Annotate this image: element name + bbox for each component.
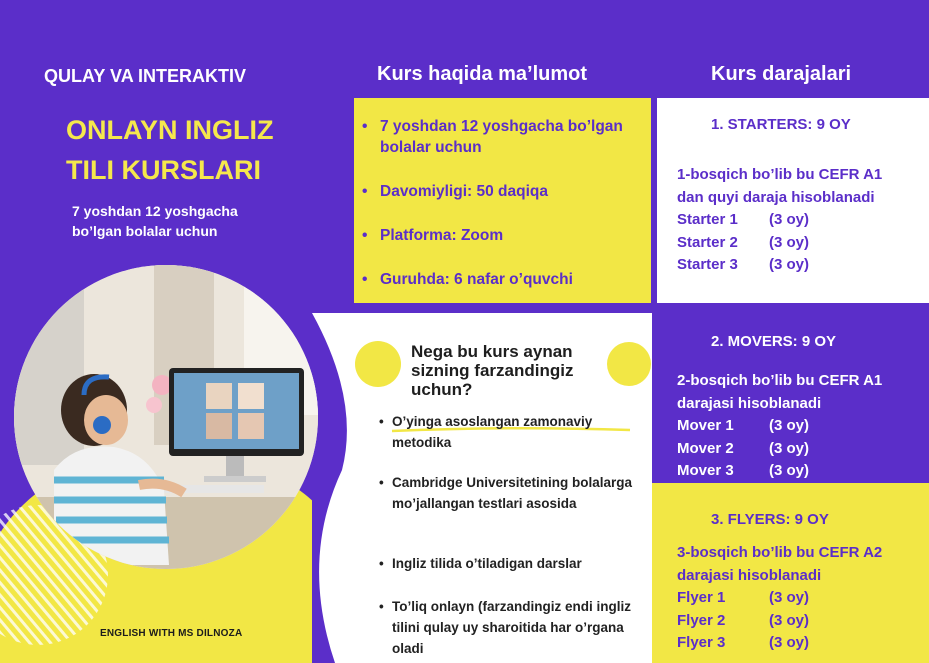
flyers-desc-line-1: 3-bosqich bo’lib bu CEFR A2 [677,544,883,561]
level-duration: (3 oy) [769,462,810,479]
why-item-text: Ingliz tilida o’tiladigan darslar [392,556,582,571]
level-row [677,632,809,655]
why-item-text: Cambridge Universitetining bolalarga mo’jallangan testlari asosida [392,475,633,511]
starters-desc-line-1: 1-bosqich bo’lib bu CEFR A1 [677,166,883,183]
level-name: Flyer 2 [677,611,726,629]
flyers-desc-line-2: darajasi hisoblanadi [677,567,822,584]
movers-title: 2. MOVERS: 9 OY [711,333,837,350]
why-item-cambridge [379,472,642,514]
course-info-heading: Kurs haqida ma’lumot [377,63,588,85]
bullet-icon: • [362,271,368,288]
yellow-dot-left [355,341,401,387]
flyers-title: 3. FLYERS: 9 OY [711,511,829,528]
photo-illustration [14,265,318,569]
info-item-age [362,116,640,158]
page-title [66,110,274,190]
course-info-box [354,98,651,303]
level-row [677,610,809,633]
level-name: Flyer 3 [677,634,726,651]
starters-desc-line-2: dan quyi daraja hisoblanadi [677,189,875,206]
bullet-icon: • [379,475,384,490]
level-duration: (3 oy) [769,417,810,434]
level-duration: (3 oy) [769,233,810,251]
level-duration: (3 oy) [769,634,810,651]
why-item-text: O’yinga asoslangan zamonaviy metodika [392,414,593,450]
movers-list [677,415,809,483]
movers-description [677,369,882,415]
level-duration: (3 oy) [769,611,810,629]
level-name: Mover 3 [677,462,734,479]
level-row [677,587,809,610]
info-item-platform [362,225,640,246]
level-name: Starter 3 [677,256,738,273]
level-name: Starter 2 [677,233,738,251]
info-item-text: 7 yoshdan 12 yoshgacha bo’lgan bolalar uchun [380,118,623,156]
info-item-text: Platforma: Zoom [380,227,504,244]
bullet-icon: • [379,599,384,614]
level-row [677,415,809,438]
footer-brand: ENGLISH WITH MS DILNOZA [100,628,243,639]
info-item-text: Davomiyligi: 50 daqiqa [380,183,548,200]
why-item-text: To’liq onlayn (farzandingiz endi ingliz tilini qulay uy sharoitida har o’rgana oladi [392,599,631,656]
movers-desc-line-1: 2-bosqich bo’lib bu CEFR A1 [677,372,883,389]
info-item-group [362,269,640,290]
level-name: Mover 2 [677,439,734,457]
why-item-english [379,553,642,574]
bullet-icon: • [379,556,384,571]
movers-desc-line-2: darajasi hisoblanadi [677,395,822,412]
starters-list [677,209,809,277]
level-name: Mover 1 [677,417,734,434]
title-line-2: TILI KURSLARI [66,155,261,185]
child-at-computer-photo [14,265,318,569]
bullet-icon: • [362,227,368,244]
why-heading: Nega bu kurs aynan sizning farzandingiz uchun? [411,342,574,399]
starters-title: 1. STARTERS: 9 OY [711,116,851,133]
bullet-icon: • [362,118,368,135]
info-item-text: Guruhda: 6 nafar o’quvchi [380,271,573,288]
flyers-list [677,587,809,655]
level-row [677,232,809,255]
level-row [677,254,809,277]
level-row [677,438,809,461]
subtitle-line-1: 7 yoshdan 12 yoshgacha [72,203,238,219]
bullet-icon: • [362,183,368,200]
why-item-online [379,596,642,659]
level-duration: (3 oy) [769,256,810,273]
info-item-duration [362,181,640,202]
level-row [677,209,809,232]
starters-description [677,163,882,209]
subtitle [72,201,238,241]
title-line-1: ONLAYN INGLIZ [66,115,274,145]
level-row [677,460,809,483]
level-duration: (3 oy) [769,439,810,457]
bullet-icon: • [379,414,384,429]
why-item-method [379,411,642,453]
tagline: QULAY VA INTERAKTIV [44,66,247,86]
course-levels-heading: Kurs darajalari [711,63,852,85]
subtitle-line-2: bo’lgan bolalar uchun [72,223,218,239]
level-duration: (3 oy) [769,589,810,606]
level-name: Starter 1 [677,211,738,228]
flyers-description [677,541,882,587]
level-duration: (3 oy) [769,211,810,228]
level-name: Flyer 1 [677,589,726,606]
